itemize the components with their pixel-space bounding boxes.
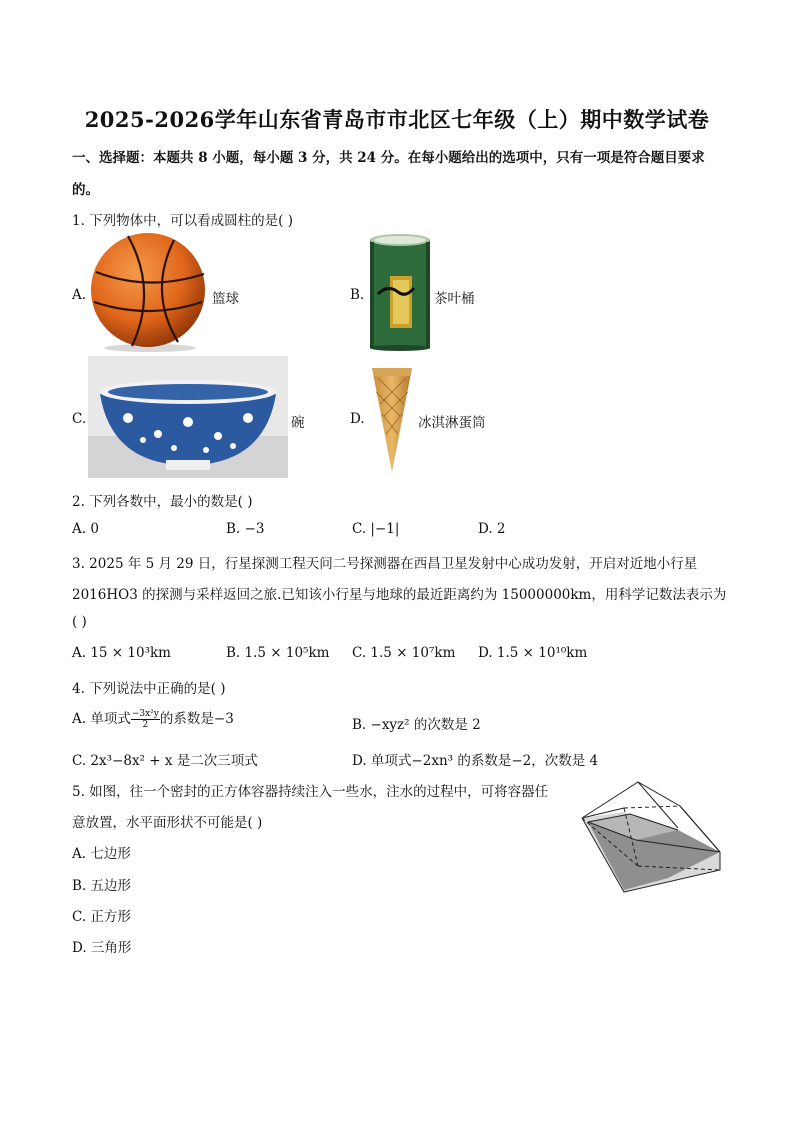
q3-option-d: D. 1.5 × 10¹⁰km xyxy=(478,645,588,661)
q1-option-a-label: 篮球 xyxy=(212,291,239,307)
q1-stem: 1. 下列物体中，可以看成圆柱的是( ) xyxy=(72,213,293,229)
tea-can-image xyxy=(368,232,432,352)
q3-line3: ( ) xyxy=(72,614,87,630)
q2-stem: 2. 下列各数中，最小的数是( ) xyxy=(72,494,253,510)
q2-option-d: D. 2 xyxy=(478,521,506,537)
q2-option-b: B. −3 xyxy=(226,521,265,537)
q3-line1: 3. 2025 年 5 月 29 日，行星探测工程天问二号探测器在西昌卫星发射中心成功发射，开启对近地小行星 xyxy=(72,556,698,572)
q4-option-a-fraction xyxy=(131,709,160,730)
q1-option-d-label: 冰淇淋蛋筒 xyxy=(418,415,486,431)
q4-option-a-suffix: 的系数是−3 xyxy=(159,711,234,727)
bowl-image xyxy=(88,356,288,478)
q3-line2: 2016HO3 的探测与采样返回之旅.已知该小行星与地球的最近距离约为 15000000km，用科学记数法表示为 xyxy=(72,587,727,603)
q1-option-c-letter: C. xyxy=(72,411,87,427)
q4-stem: 4. 下列说法中正确的是( ) xyxy=(72,681,226,697)
cube-water-diagram xyxy=(578,778,726,902)
q1-option-d-letter: D. xyxy=(350,411,365,427)
q3-option-c: C. 1.5 × 10⁷km xyxy=(352,645,456,661)
q5-option-d: D. 三角形 xyxy=(72,940,132,956)
basketball-image xyxy=(88,232,212,352)
q5-option-a: A. 七边形 xyxy=(72,846,131,862)
ice-cream-cone-image xyxy=(370,364,414,474)
fraction-denominator: 2 xyxy=(142,720,149,730)
q3-option-a: A. 15 × 10³km xyxy=(72,645,171,661)
q5-option-c: C. 正方形 xyxy=(72,909,131,925)
q1-option-b-label: 茶叶桶 xyxy=(434,291,475,307)
section-heading-line1: 一、选择题：本题共 8 小题，每小题 3 分，共 24 分。在每小题给出的选项中，只有一项是符合题目要求 xyxy=(72,150,705,166)
q2-option-c: C. |−1| xyxy=(352,521,400,537)
q1-option-a-letter: A. xyxy=(72,287,87,303)
q4-option-a-prefix: A. 单项式 xyxy=(72,711,131,727)
q1-option-c-label: 碗 xyxy=(291,415,305,431)
q4-option-c: C. 2x³−8x² + x 是二次三项式 xyxy=(72,753,258,769)
section-heading-line2: 的。 xyxy=(72,182,99,198)
q1-option-b-letter: B. xyxy=(350,287,365,303)
q2-option-a: A. 0 xyxy=(72,521,99,537)
q5-option-b: B. 五边形 xyxy=(72,878,132,894)
exam-title: 2025-2026学年山东省青岛市市北区七年级（上）期中数学试卷 xyxy=(84,107,710,132)
q4-option-d: D. 单项式−2xn³ 的系数是−2，次数是 4 xyxy=(352,753,599,769)
q5-line2: 意放置，水平面形状不可能是( ) xyxy=(72,815,263,831)
q4-option-b: B. −xyz² 的次数是 2 xyxy=(352,717,481,733)
q4-option-a xyxy=(72,707,234,730)
q3-option-b: B. 1.5 × 10⁵km xyxy=(226,645,330,661)
fraction-numerator: −3x²y xyxy=(131,709,159,719)
q5-line1: 5. 如图，往一个密封的正方体容器持续注入一些水，注水的过程中，可将容器任 xyxy=(72,784,549,800)
